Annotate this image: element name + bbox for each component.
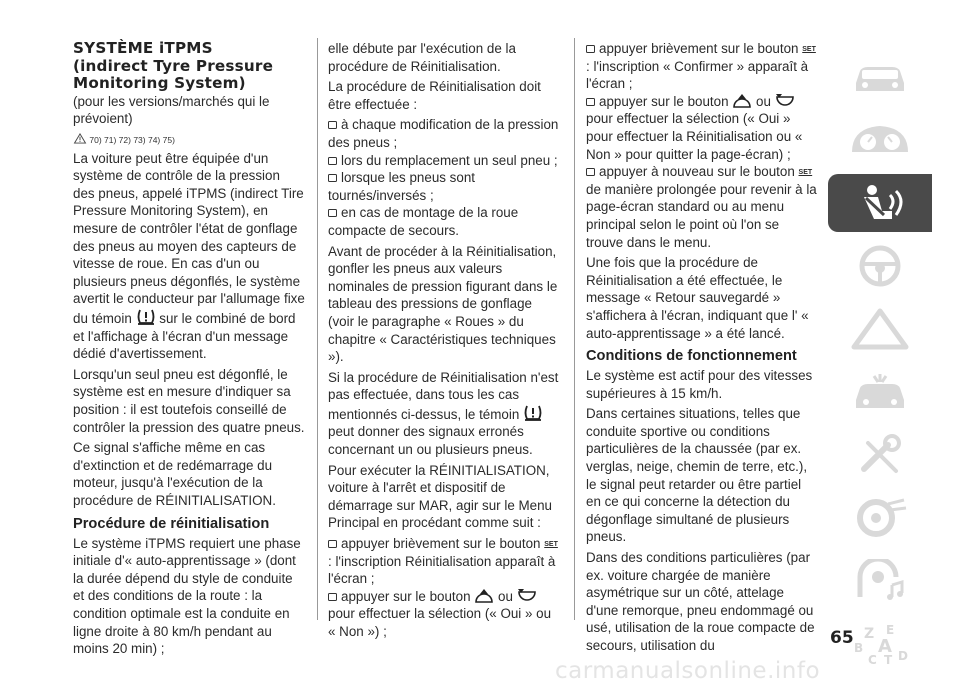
steering-wheel-icon — [844, 244, 916, 288]
checkbox-bullet-icon — [328, 157, 337, 165]
section-title-line-3: Monitoring System) — [73, 74, 246, 92]
list-item — [328, 169, 561, 204]
checkbox-bullet-icon — [586, 98, 595, 106]
warning-triangle-icon — [73, 133, 87, 144]
down-button-icon — [775, 93, 795, 109]
list-item-text: : l'inscription « Confirmer » apparaît à l'écran ; — [586, 58, 809, 92]
section-title-line-2: (indirect Tyre Pressure — [73, 56, 274, 75]
set-button-icon: SET — [798, 169, 813, 177]
paragraph: Avant de procéder à la Réinitialisation, gonfler les pneus aux valeurs nominales de pression figurant dans le tableau des pressions de gonflage (voir le paragraphe « Roues » du chapitre « Caractéristiques techniques »). — [328, 243, 558, 365]
paragraph — [328, 369, 561, 459]
checkbox-bullet-icon — [328, 593, 337, 601]
list-item-text: ou — [756, 93, 771, 109]
list-item — [328, 204, 561, 239]
list-item — [328, 535, 561, 588]
list-item-text: appuyer sur le bouton — [599, 93, 729, 109]
svg-text:E: E — [886, 623, 895, 637]
warning-refs-text: 70) 71) 72) 73) 74) 75) — [89, 134, 175, 145]
tab-warning-lights[interactable] — [828, 300, 932, 358]
checkbox-bullet-icon — [328, 121, 337, 129]
checkbox-bullet-icon — [328, 174, 337, 182]
chapter-tabs — [828, 48, 932, 678]
list-item-text: de manière prolongée pour revenir à la page-écran standard ou au menu principal selon le point où l'on se trouve dans le menu. — [586, 181, 817, 250]
section-title — [73, 40, 305, 93]
column-divider — [574, 38, 575, 620]
paragraph: Ce signal s'affiche même en cas d'extinction et de redémarrage du moteur, jusqu'à l'exécution de la procédure de RÉINITIALISATION. — [73, 440, 276, 508]
svg-text:D: D — [898, 649, 908, 663]
paragraph-text: peut donner des signaux erronés concernant un ou plusieurs pneus. — [328, 424, 533, 458]
warning-lights-icon — [844, 307, 916, 351]
checkbox-bullet-icon — [328, 540, 337, 548]
svg-text:Z: Z — [864, 626, 875, 642]
column-2 — [328, 40, 561, 641]
page-number: 65 — [830, 628, 854, 648]
paragraph — [73, 150, 305, 363]
tab-maintenance[interactable] — [828, 426, 932, 484]
set-button-icon: SET — [802, 46, 816, 53]
list-item-text: lorsque les pneus sont tournés/inversés ; — [328, 170, 475, 203]
tpms-warning-icon — [136, 308, 156, 326]
multimedia-icon — [844, 559, 916, 603]
column-divider — [317, 38, 318, 620]
alphabetical-index-icon — [844, 622, 916, 666]
dashboard-icon — [844, 118, 916, 162]
tab-emergency[interactable] — [828, 363, 932, 421]
list-item — [328, 116, 561, 151]
section-title-line-1: SYSTÈME iTPMS — [73, 39, 213, 57]
tab-dashboard[interactable] — [828, 111, 932, 169]
paragraph: La procédure de Réinitialisation doit être effectuée : — [328, 79, 541, 112]
maintenance-icon — [844, 433, 916, 477]
list-item — [586, 93, 818, 163]
seat-safety-icon — [844, 181, 916, 225]
technical-data-icon — [844, 496, 916, 540]
list-item-text: : l'inscription Réinitialisation apparaît à l'écran ; — [328, 553, 556, 587]
list-item-text: lors du remplacement un seul pneu ; — [341, 152, 558, 168]
paragraph: Dans des conditions particulières (par ex. voiture chargée de manière asymétrique sur un côté, attelage d'une remorque, pneu endommagé ou usé, utilisation de la roue compacte de secours, utilisation du — [586, 550, 815, 653]
list-item-text: appuyer brièvement sur le bouton — [341, 536, 541, 552]
subsection-title: Conditions de fonctionnement — [586, 348, 797, 365]
svg-text:C: C — [868, 653, 877, 666]
car-info-icon — [844, 55, 916, 99]
emergency-car-icon — [844, 370, 916, 414]
list-item — [586, 163, 818, 251]
list-item-text: en cas de montage de la roue compacte de secours. — [328, 205, 519, 238]
list-item-text: pour effectuer la sélection (« Oui » pour effectuer la Réinitialisation ou « Non » pour quitter la page-écran) ; — [586, 111, 803, 162]
column-1 — [73, 40, 305, 661]
paragraph: Le système est actif pour des vitesses supérieures à 15 km/h. — [586, 368, 813, 401]
tab-seat-safety[interactable] — [828, 174, 932, 232]
list-item — [328, 588, 561, 641]
paragraph: elle débute par l'exécution de la procédure de Réinitialisation. — [328, 41, 516, 74]
down-button-icon — [517, 588, 537, 604]
list-item — [328, 152, 561, 170]
watermark: carmanualsonline.info — [555, 658, 821, 684]
paragraph-text: La voiture peut être équipée d'un système de contrôle de la pression des pneus, appelé iTPMS (indirect Tire Pressure Monitoring System), en mesure de contrôler l'état de gonflage des pneus au moyen des capteurs de vitesse de roue. En cas d'un ou plusieurs pneus dégonflés, le système avertit le conducteur par l'allumage fixe du témoin — [73, 150, 305, 327]
svg-text:B: B — [854, 641, 864, 655]
set-button-icon: SET — [544, 541, 558, 549]
up-button-icon — [474, 588, 494, 604]
paragraph: Dans certaines situations, telles que conduite sportive ou conditions particulières de la chaussée (par ex. verglas, neige, chemin de terre, etc.), le signal peut retarder ou être partiel en ce qui concerne la détection du dégonflage simultané de plusieurs pneus. — [586, 406, 808, 545]
warning-refs — [73, 133, 305, 147]
svg-text:T: T — [884, 653, 893, 666]
checkbox-bullet-icon — [328, 209, 337, 217]
paragraph: Le système iTPMS requiert une phase initiale d'« auto-apprentissage » (dont la durée dépend du style de conduite et des conditions de la route : la condition optimale est la conduite en ligne droite à 80 km/h pendant au moins 20 min) ; — [73, 535, 301, 657]
up-button-icon — [732, 93, 752, 109]
paragraph-text: sur le combiné de bord et l'affichage à l'écran d'un message dédié d'avertissement. — [73, 311, 296, 362]
list-item-text: à chaque modification de la pression des pneus ; — [328, 117, 559, 150]
checkbox-bullet-icon — [586, 45, 595, 53]
intro-text: (pour les versions/marchés qui le prévoient) — [73, 93, 270, 127]
tab-car-info[interactable] — [828, 48, 932, 106]
list-item-text: pour effectuer la sélection (« Oui » ou « Non ») ; — [328, 606, 552, 639]
subsection-title: Procédure de réinitialisation — [73, 515, 270, 532]
list-item-text: appuyer brièvement sur le bouton — [599, 41, 799, 56]
tpms-warning-icon — [523, 404, 543, 422]
tab-multimedia[interactable] — [828, 552, 932, 610]
paragraph: Pour exécuter la RÉINITIALISATION, voiture à l'arrêt et dispositif de démarrage sur MAR, agir sur le Menu Principal en procédant comme suit : — [328, 462, 553, 531]
list-item-text: ou — [498, 588, 513, 604]
list-item-text: appuyer sur le bouton — [341, 588, 471, 604]
paragraph: Lorsqu'un seul pneu est dégonflé, le système est en mesure d'indiquer sa position : il est toutefois conseillé de contrôler la pression des quatre pneus. — [73, 366, 305, 435]
paragraph-text: Si la procédure de Réinitialisation n'est pas effectuée, dans tous les cas mentionnés ci-dessus, le témoin — [328, 369, 559, 422]
tab-starting-driving[interactable] — [828, 237, 932, 295]
list-item-text: appuyer à nouveau sur le bouton — [599, 164, 795, 180]
svg-text:A: A — [878, 636, 892, 657]
checkbox-bullet-icon — [586, 168, 595, 176]
column-3 — [586, 40, 818, 658]
list-item — [586, 40, 818, 93]
tab-technical-data[interactable] — [828, 489, 932, 547]
paragraph: Une fois que la procédure de Réinitialisation a été effectuée, le message « Retour sauvegardé » s'affichera à l'écran, indiquant que l' « auto-apprentissage » a été lancé. — [586, 255, 809, 341]
